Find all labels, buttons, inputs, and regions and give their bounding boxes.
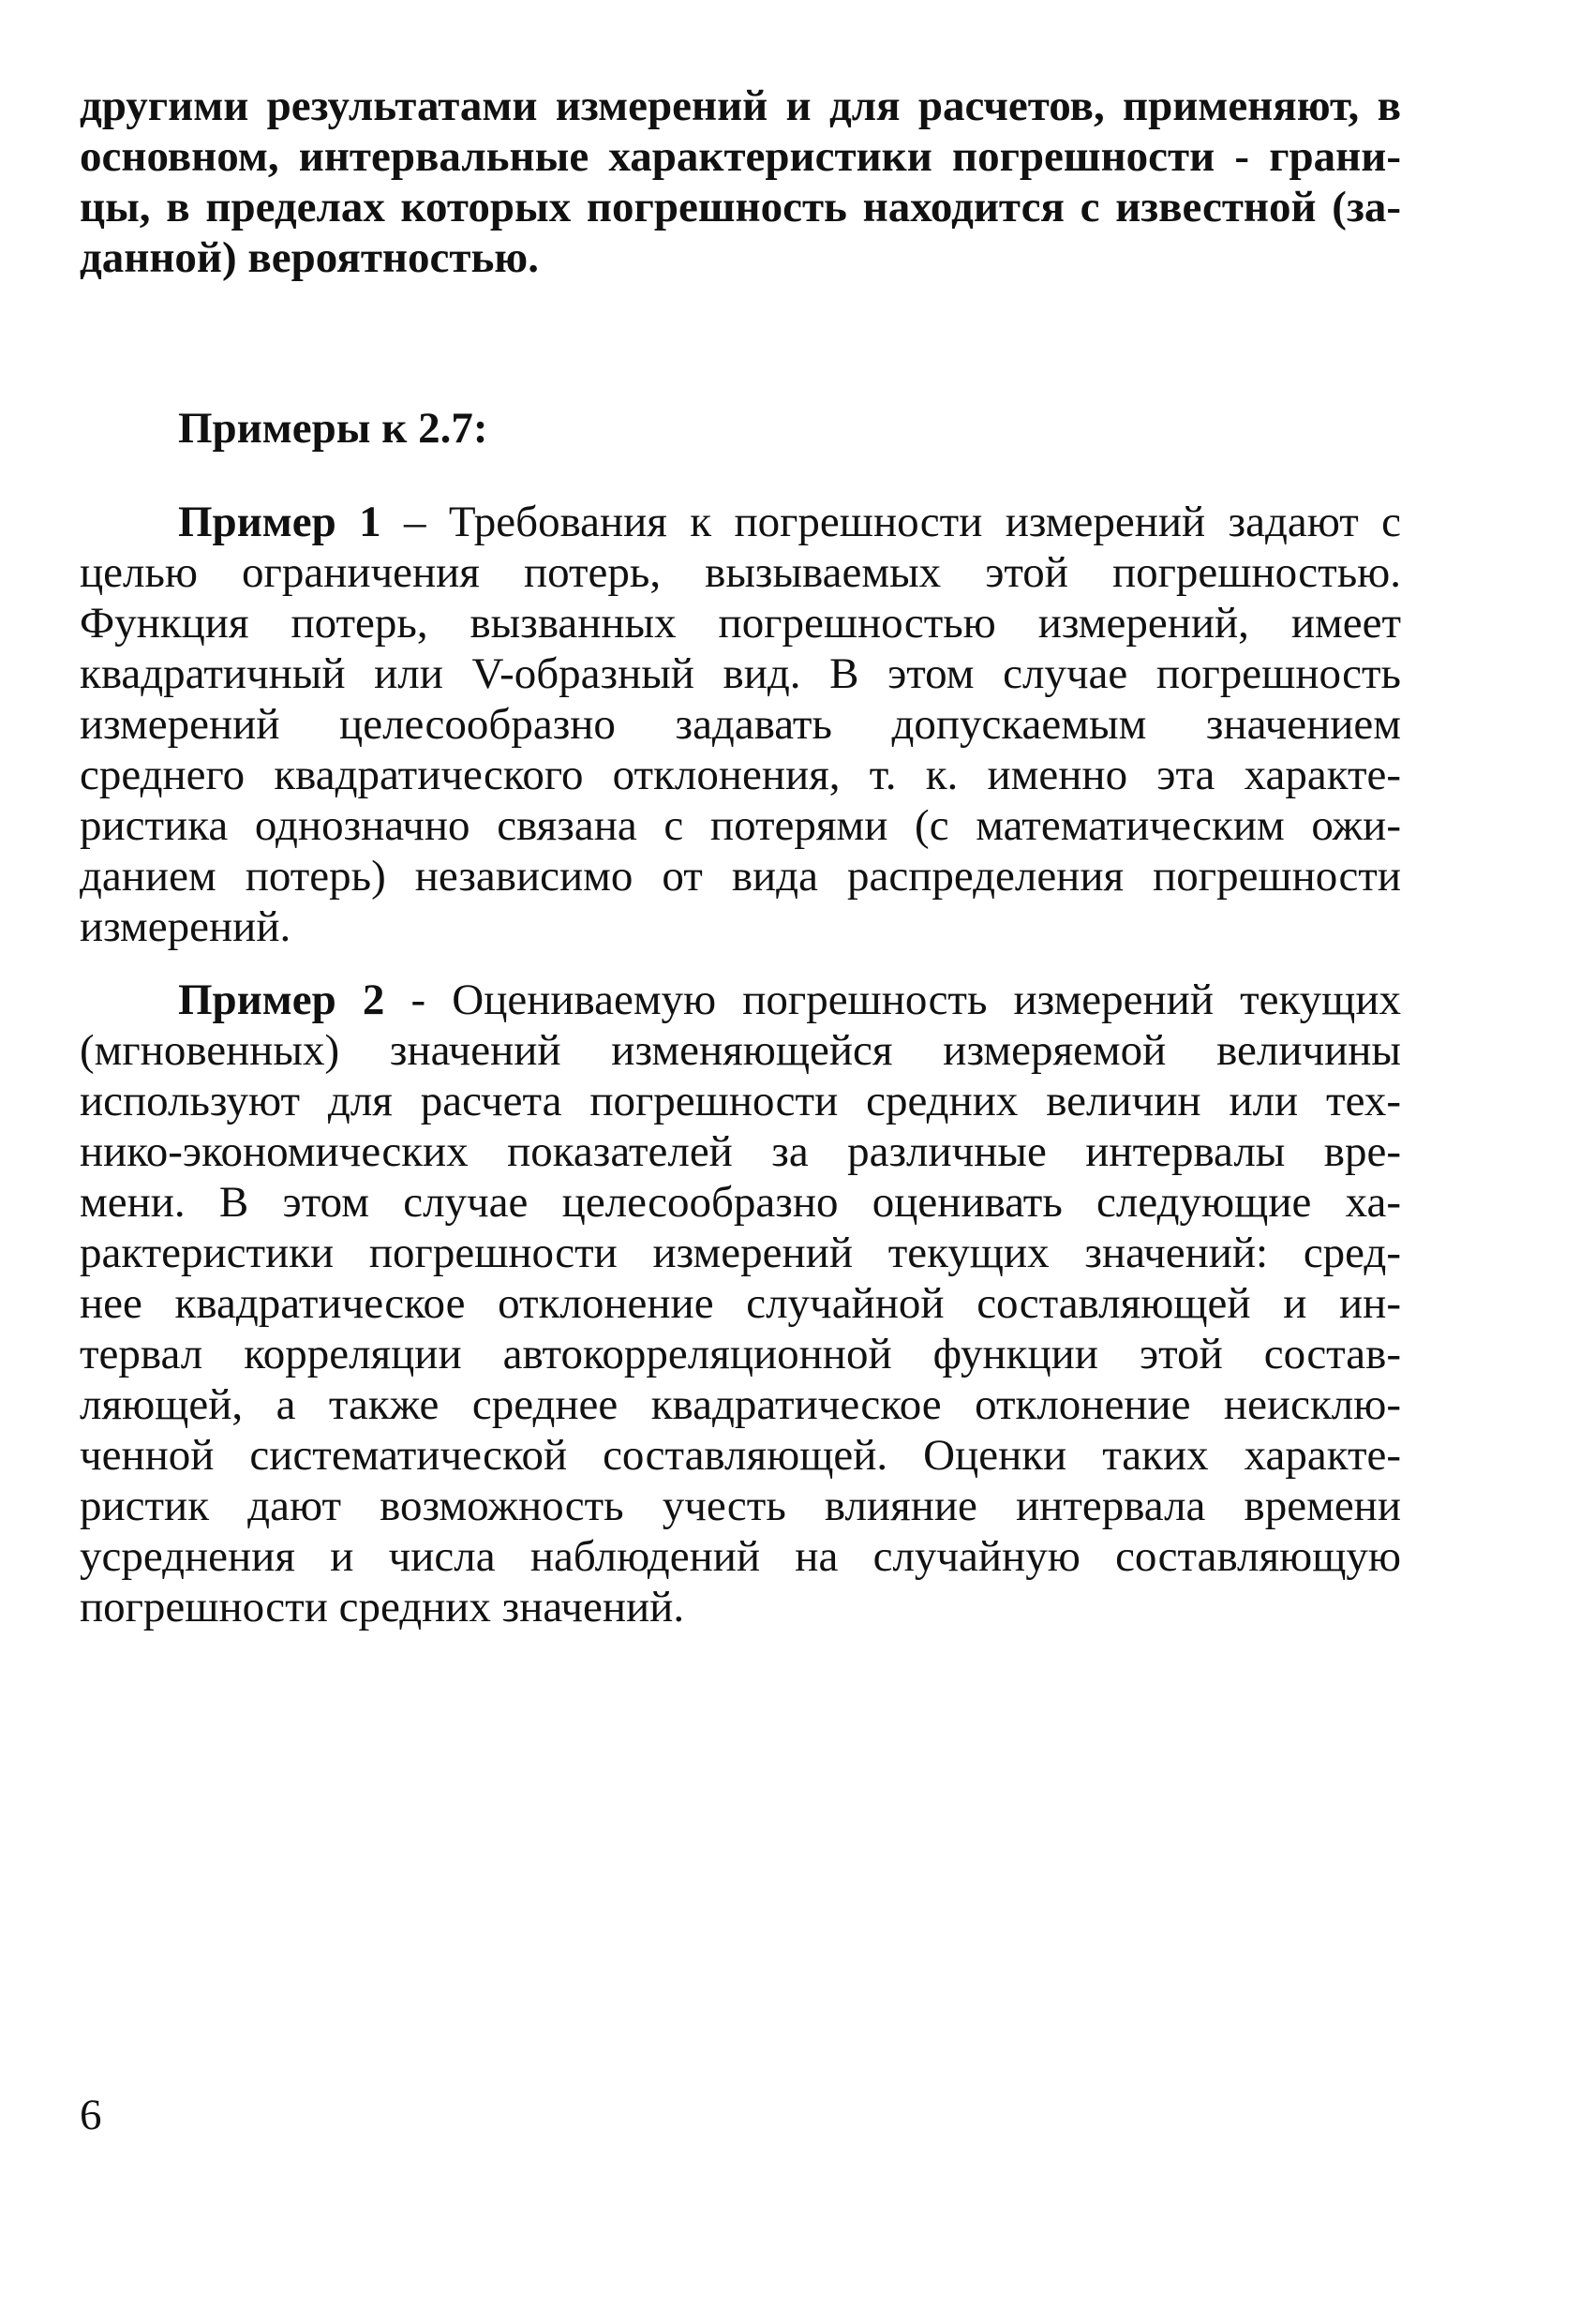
intro-line-2: основном, интервальные характеристики погрешности - грани-: [80, 132, 1401, 181]
example2-line: тервал корреляции автокорреляционной функции этой состав-: [80, 1330, 1401, 1378]
example1-line: Функция потерь, вызванных погрешностью измерений, имеет: [80, 599, 1401, 648]
example2-line: ристик дают возможность учесть влияние интервала времени: [80, 1482, 1401, 1530]
example2-first-line-text: - Оцениваемую погрешность измерений текущих: [384, 976, 1401, 1024]
example2-line: нее квадратическое отклонение случайной составляющей и ин-: [80, 1279, 1401, 1328]
example1-first-line: [178, 497, 1401, 547]
example2-line: усреднения и числа наблюдений на случайную составляющую: [80, 1532, 1401, 1581]
example2-line: рактеристики погрешности измерений текущих значений: сред-: [80, 1229, 1401, 1277]
intro-line-1: другими результатами измерений и для расчетов, применяют, в: [80, 82, 1401, 130]
example2-line: мени. В этом случае целесообразно оценивать следующие ха-: [80, 1178, 1401, 1227]
example1-label: Пример 1: [178, 498, 381, 546]
example1-line: целью ограничения потерь, вызываемых этой погрешностью.: [80, 548, 1401, 597]
example1-first-line-text: – Требования к погрешности измерений задают с: [380, 498, 1401, 546]
example1-line: квадратичный или V-образный вид. В этом случае погрешность: [80, 649, 1401, 698]
example1-line: данием потерь) независимо от вида распределения погрешности: [80, 852, 1401, 901]
example2-line: ченной систематической составляющей. Оценки таких характе-: [80, 1431, 1401, 1480]
example2-line: нико-экономических показателей за различные интервалы вре-: [80, 1127, 1401, 1176]
examples-heading: Примеры к 2.7:: [178, 404, 488, 453]
example1-line: среднего квадратического отклонения, т. к. именно эта характе-: [80, 751, 1401, 799]
example1-line: ристика однозначно связана с потерями (с математическим ожи-: [80, 801, 1401, 850]
example2-label: Пример 2: [178, 976, 385, 1024]
example2-first-line: [178, 975, 1401, 1025]
example1-line: измерений целесообразно задавать допускаемым значением: [80, 700, 1401, 749]
example2-line: ляющей, а также среднее квадратическое отклонение неисклю-: [80, 1380, 1401, 1429]
intro-line-4: данной) вероятностью.: [80, 233, 539, 282]
example1-line: измерений.: [80, 902, 291, 951]
intro-line-3: цы, в пределах которых погрешность находится с известной (за-: [80, 183, 1401, 231]
example2-line: (мгновенных) значений изменяющейся измеряемой величины: [80, 1026, 1401, 1075]
page-number: 6: [80, 2091, 102, 2139]
example2-line: погрешности средних значений.: [80, 1583, 685, 1631]
example2-line: используют для расчета погрешности средних величин или тех-: [80, 1077, 1401, 1125]
